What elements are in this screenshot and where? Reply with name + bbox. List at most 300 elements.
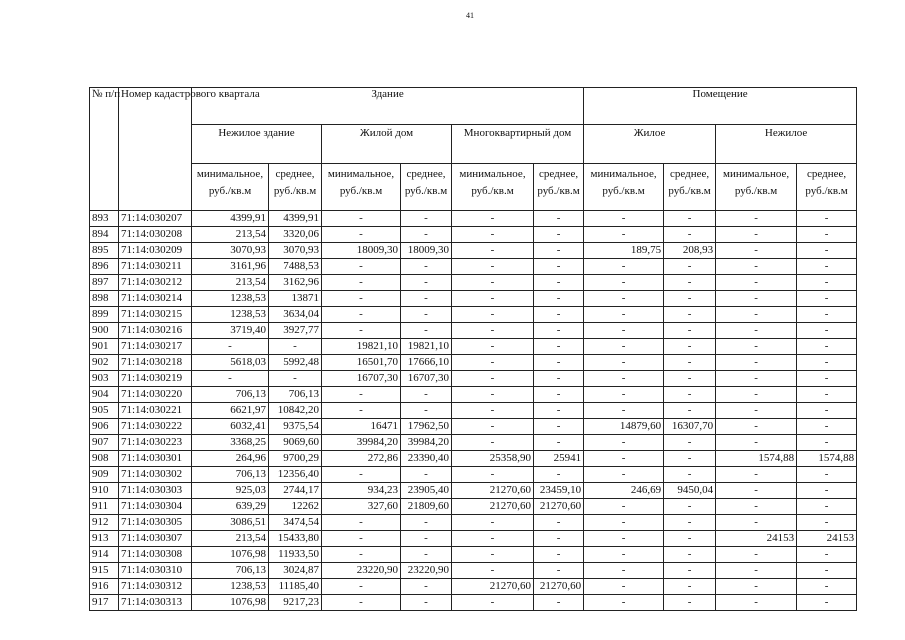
value-cell: 6032,41: [192, 419, 269, 435]
header-avg-value: среднее, руб./кв.м: [401, 164, 452, 211]
value-cell: -: [797, 595, 857, 611]
value-cell: -: [664, 579, 716, 595]
value-cell: -: [584, 339, 664, 355]
value-cell: -: [322, 275, 401, 291]
table-row: [90, 483, 857, 499]
row-number-cell: 909: [90, 467, 119, 483]
cadastral-number-cell: 71:14:030216: [119, 323, 192, 339]
table-row: [90, 227, 857, 243]
value-cell: -: [452, 531, 534, 547]
table-row: [90, 259, 857, 275]
value-cell: -: [534, 435, 584, 451]
value-cell: -: [322, 403, 401, 419]
value-cell: 21270,60: [534, 499, 584, 515]
value-cell: 18009,30: [401, 243, 452, 259]
value-cell: -: [534, 515, 584, 531]
table-row: [90, 435, 857, 451]
value-cell: -: [797, 419, 857, 435]
value-cell: -: [322, 227, 401, 243]
value-cell: -: [534, 563, 584, 579]
cadastral-number-cell: 71:14:030305: [119, 515, 192, 531]
value-cell: 3070,93: [269, 243, 322, 259]
value-cell: -: [452, 547, 534, 563]
cadastral-number-cell: 71:14:030209: [119, 243, 192, 259]
value-cell: -: [716, 371, 797, 387]
value-cell: 706,13: [192, 467, 269, 483]
value-cell: -: [534, 403, 584, 419]
row-number-cell: 907: [90, 435, 119, 451]
value-cell: -: [584, 387, 664, 403]
value-cell: -: [797, 211, 857, 227]
value-cell: -: [322, 323, 401, 339]
value-cell: 3927,77: [269, 323, 322, 339]
value-cell: 327,60: [322, 499, 401, 515]
value-cell: 272,86: [322, 451, 401, 467]
value-cell: -: [664, 515, 716, 531]
value-cell: 13871: [269, 291, 322, 307]
value-cell: -: [452, 259, 534, 275]
value-cell: -: [797, 339, 857, 355]
value-cell: -: [716, 275, 797, 291]
value-cell: -: [664, 291, 716, 307]
header-cadastral-block: Номер кадастрового квартала: [119, 88, 192, 211]
row-number-cell: 902: [90, 355, 119, 371]
value-cell: -: [584, 435, 664, 451]
header-avg-value: среднее, руб./кв.м: [664, 164, 716, 211]
table-row: [90, 403, 857, 419]
row-number-cell: 911: [90, 499, 119, 515]
value-cell: -: [716, 499, 797, 515]
table-row: [90, 467, 857, 483]
value-cell: -: [664, 435, 716, 451]
value-cell: -: [584, 499, 664, 515]
value-cell: -: [716, 243, 797, 259]
header-nonresidential-premises: Нежилое: [716, 125, 857, 164]
value-cell: 9217,23: [269, 595, 322, 611]
header-min-value: минимальное, руб./кв.м: [584, 164, 664, 211]
row-number-cell: 912: [90, 515, 119, 531]
value-cell: -: [716, 435, 797, 451]
value-cell: -: [584, 579, 664, 595]
value-cell: 3070,93: [192, 243, 269, 259]
row-number-cell: 900: [90, 323, 119, 339]
header-min-value: минимальное, руб./кв.м: [322, 164, 401, 211]
value-cell: -: [534, 259, 584, 275]
value-cell: -: [401, 467, 452, 483]
value-cell: -: [534, 275, 584, 291]
table-row: [90, 211, 857, 227]
value-cell: 706,13: [192, 563, 269, 579]
value-cell: 15433,80: [269, 531, 322, 547]
cadastral-number-cell: 71:14:030212: [119, 275, 192, 291]
value-cell: 213,54: [192, 275, 269, 291]
value-cell: 1574,88: [716, 451, 797, 467]
table-row: [90, 323, 857, 339]
value-cell: 24153: [797, 531, 857, 547]
cadastral-number-cell: 71:14:030303: [119, 483, 192, 499]
table-row: [90, 595, 857, 611]
cadastral-number-cell: 71:14:030214: [119, 291, 192, 307]
cadastral-number-cell: 71:14:030220: [119, 387, 192, 403]
value-cell: -: [716, 211, 797, 227]
value-cell: 934,23: [322, 483, 401, 499]
value-cell: 1076,98: [192, 595, 269, 611]
table-row: [90, 307, 857, 323]
value-cell: 23459,10: [534, 483, 584, 499]
value-cell: -: [716, 259, 797, 275]
table-row: [90, 419, 857, 435]
value-cell: 1238,53: [192, 307, 269, 323]
value-cell: -: [716, 323, 797, 339]
cadastral-number-cell: 71:14:030308: [119, 547, 192, 563]
value-cell: 639,29: [192, 499, 269, 515]
value-cell: -: [452, 563, 534, 579]
value-cell: 1238,53: [192, 579, 269, 595]
table-row: [90, 515, 857, 531]
value-cell: -: [401, 403, 452, 419]
value-cell: -: [584, 563, 664, 579]
value-cell: 16707,30: [401, 371, 452, 387]
value-cell: 21809,60: [401, 499, 452, 515]
value-cell: -: [797, 563, 857, 579]
value-cell: -: [584, 211, 664, 227]
value-cell: -: [584, 515, 664, 531]
value-cell: -: [452, 435, 534, 451]
value-cell: 4399,91: [269, 211, 322, 227]
table-row: [90, 371, 857, 387]
value-cell: -: [584, 291, 664, 307]
value-cell: -: [452, 307, 534, 323]
value-cell: -: [452, 211, 534, 227]
value-cell: -: [401, 227, 452, 243]
value-cell: -: [534, 323, 584, 339]
value-cell: -: [401, 291, 452, 307]
value-cell: -: [664, 387, 716, 403]
header-min-value: минимальное, руб./кв.м: [452, 164, 534, 211]
value-cell: 17666,10: [401, 355, 452, 371]
row-number-cell: 917: [90, 595, 119, 611]
value-cell: 925,03: [192, 483, 269, 499]
value-cell: 10842,20: [269, 403, 322, 419]
header-min-value: минимальное, руб./кв.м: [192, 164, 269, 211]
table-row: [90, 499, 857, 515]
value-cell: -: [452, 403, 534, 419]
value-cell: -: [584, 547, 664, 563]
value-cell: -: [797, 355, 857, 371]
value-cell: -: [664, 499, 716, 515]
value-cell: -: [797, 483, 857, 499]
value-cell: -: [716, 563, 797, 579]
row-number-cell: 903: [90, 371, 119, 387]
value-cell: -: [716, 595, 797, 611]
row-number-cell: 897: [90, 275, 119, 291]
cadastral-number-cell: 71:14:030221: [119, 403, 192, 419]
value-cell: -: [322, 531, 401, 547]
header-residential-house: Жилой дом: [322, 125, 452, 164]
value-cell: -: [664, 467, 716, 483]
cadastral-number-cell: 71:14:030312: [119, 579, 192, 595]
value-cell: -: [452, 323, 534, 339]
value-cell: -: [716, 339, 797, 355]
value-cell: -: [797, 243, 857, 259]
value-cell: -: [534, 307, 584, 323]
value-cell: -: [584, 531, 664, 547]
value-cell: 189,75: [584, 243, 664, 259]
value-cell: -: [797, 403, 857, 419]
row-number-cell: 898: [90, 291, 119, 307]
value-cell: 25941: [534, 451, 584, 467]
row-number-cell: 916: [90, 579, 119, 595]
value-cell: 246,69: [584, 483, 664, 499]
value-cell: 9375,54: [269, 419, 322, 435]
cadastral-number-cell: 71:14:030207: [119, 211, 192, 227]
value-cell: -: [534, 291, 584, 307]
value-cell: -: [401, 211, 452, 227]
value-cell: 17962,50: [401, 419, 452, 435]
value-cell: -: [452, 467, 534, 483]
value-cell: 14879,60: [584, 419, 664, 435]
value-cell: -: [584, 403, 664, 419]
value-cell: 16501,70: [322, 355, 401, 371]
value-cell: 213,54: [192, 531, 269, 547]
value-cell: 3162,96: [269, 275, 322, 291]
value-cell: 264,96: [192, 451, 269, 467]
value-cell: -: [534, 595, 584, 611]
value-cell: -: [534, 419, 584, 435]
value-cell: -: [664, 563, 716, 579]
value-cell: -: [664, 371, 716, 387]
row-number-cell: 901: [90, 339, 119, 355]
value-cell: -: [664, 339, 716, 355]
value-cell: -: [716, 467, 797, 483]
value-cell: -: [584, 259, 664, 275]
value-cell: -: [452, 387, 534, 403]
value-cell: 4399,91: [192, 211, 269, 227]
cadastral-number-cell: 71:14:030313: [119, 595, 192, 611]
value-cell: -: [716, 227, 797, 243]
value-cell: -: [664, 227, 716, 243]
row-number-cell: 893: [90, 211, 119, 227]
row-number-cell: 908: [90, 451, 119, 467]
cadastral-number-cell: 71:14:030223: [119, 435, 192, 451]
cadastral-number-cell: 71:14:030302: [119, 467, 192, 483]
value-cell: 18009,30: [322, 243, 401, 259]
value-cell: -: [401, 531, 452, 547]
value-cell: -: [269, 339, 322, 355]
value-cell: -: [401, 547, 452, 563]
value-cell: 11933,50: [269, 547, 322, 563]
cadastral-number-cell: 71:14:030215: [119, 307, 192, 323]
value-cell: -: [584, 451, 664, 467]
value-cell: 19821,10: [322, 339, 401, 355]
value-cell: -: [584, 371, 664, 387]
cadastral-value-table: [89, 87, 857, 611]
value-cell: 39984,20: [401, 435, 452, 451]
value-cell: 213,54: [192, 227, 269, 243]
value-cell: 9450,04: [664, 483, 716, 499]
cadastral-number-cell: 71:14:030307: [119, 531, 192, 547]
header-building: Здание: [192, 88, 584, 125]
table-row: [90, 563, 857, 579]
value-cell: -: [534, 243, 584, 259]
header-premises: Помещение: [584, 88, 857, 125]
value-cell: -: [452, 291, 534, 307]
value-cell: 5618,03: [192, 355, 269, 371]
value-cell: -: [322, 387, 401, 403]
value-cell: 21270,60: [452, 579, 534, 595]
value-cell: -: [322, 595, 401, 611]
value-cell: -: [797, 291, 857, 307]
header-avg-value: среднее, руб./кв.м: [269, 164, 322, 211]
value-cell: -: [797, 579, 857, 595]
value-cell: -: [534, 467, 584, 483]
header-min-value: минимальное, руб./кв.м: [716, 164, 797, 211]
value-cell: -: [401, 275, 452, 291]
value-cell: 12262: [269, 499, 322, 515]
value-cell: -: [192, 339, 269, 355]
value-cell: 23390,40: [401, 451, 452, 467]
table-row: [90, 275, 857, 291]
table-row: [90, 579, 857, 595]
cadastral-number-cell: 71:14:030217: [119, 339, 192, 355]
value-cell: -: [322, 547, 401, 563]
table-body: [90, 211, 857, 611]
header-residential-premises: Жилое: [584, 125, 716, 164]
row-number-cell: 915: [90, 563, 119, 579]
value-cell: -: [584, 275, 664, 291]
value-cell: 25358,90: [452, 451, 534, 467]
value-cell: -: [534, 211, 584, 227]
value-cell: -: [584, 307, 664, 323]
cadastral-number-cell: 71:14:030310: [119, 563, 192, 579]
value-cell: 6621,97: [192, 403, 269, 419]
value-cell: -: [664, 323, 716, 339]
value-cell: 3320,06: [269, 227, 322, 243]
table-row: [90, 531, 857, 547]
value-cell: -: [797, 435, 857, 451]
value-cell: -: [664, 595, 716, 611]
value-cell: 706,13: [192, 387, 269, 403]
value-cell: -: [664, 211, 716, 227]
header-number: № п/п: [90, 88, 119, 211]
value-cell: 23220,90: [401, 563, 452, 579]
row-number-cell: 914: [90, 547, 119, 563]
value-cell: -: [716, 403, 797, 419]
value-cell: -: [452, 243, 534, 259]
table-row: [90, 451, 857, 467]
value-cell: 16471: [322, 419, 401, 435]
cadastral-number-cell: 71:14:030301: [119, 451, 192, 467]
value-cell: -: [664, 307, 716, 323]
value-cell: 1076,98: [192, 547, 269, 563]
row-number-cell: 895: [90, 243, 119, 259]
value-cell: -: [584, 595, 664, 611]
value-cell: -: [322, 579, 401, 595]
value-cell: -: [322, 259, 401, 275]
value-cell: -: [584, 355, 664, 371]
value-cell: 16707,30: [322, 371, 401, 387]
value-cell: -: [664, 451, 716, 467]
value-cell: 21270,60: [452, 483, 534, 499]
value-cell: -: [664, 547, 716, 563]
value-cell: 7488,53: [269, 259, 322, 275]
value-cell: -: [269, 371, 322, 387]
value-cell: -: [401, 259, 452, 275]
value-cell: -: [716, 307, 797, 323]
table-row: [90, 243, 857, 259]
value-cell: -: [401, 579, 452, 595]
value-cell: -: [452, 371, 534, 387]
value-cell: -: [797, 547, 857, 563]
value-cell: 39984,20: [322, 435, 401, 451]
value-cell: 1574,88: [797, 451, 857, 467]
value-cell: -: [797, 227, 857, 243]
table-row: [90, 339, 857, 355]
value-cell: 3086,51: [192, 515, 269, 531]
value-cell: -: [664, 531, 716, 547]
value-cell: -: [664, 355, 716, 371]
value-cell: -: [716, 355, 797, 371]
value-cell: 2744,17: [269, 483, 322, 499]
value-cell: -: [401, 307, 452, 323]
value-cell: 11185,40: [269, 579, 322, 595]
value-cell: -: [534, 371, 584, 387]
value-cell: -: [797, 515, 857, 531]
header-apartment-building: Многоквартирный дом: [452, 125, 584, 164]
value-cell: -: [401, 323, 452, 339]
value-cell: -: [452, 227, 534, 243]
table-row: [90, 387, 857, 403]
row-number-cell: 905: [90, 403, 119, 419]
value-cell: 1238,53: [192, 291, 269, 307]
value-cell: -: [716, 547, 797, 563]
row-number-cell: 896: [90, 259, 119, 275]
cadastral-number-cell: 71:14:030222: [119, 419, 192, 435]
value-cell: -: [797, 387, 857, 403]
header-avg-value: среднее, руб./кв.м: [797, 164, 857, 211]
value-cell: -: [322, 467, 401, 483]
value-cell: -: [584, 467, 664, 483]
value-cell: -: [716, 419, 797, 435]
value-cell: -: [452, 419, 534, 435]
value-cell: -: [797, 259, 857, 275]
page-number: 41: [466, 11, 474, 20]
value-cell: 23905,40: [401, 483, 452, 499]
row-number-cell: 904: [90, 387, 119, 403]
value-cell: 3368,25: [192, 435, 269, 451]
value-cell: 19821,10: [401, 339, 452, 355]
value-cell: -: [452, 339, 534, 355]
value-cell: -: [452, 355, 534, 371]
value-cell: -: [452, 515, 534, 531]
value-cell: -: [664, 259, 716, 275]
value-cell: -: [797, 499, 857, 515]
value-cell: -: [534, 339, 584, 355]
table-row: [90, 291, 857, 307]
value-cell: -: [534, 355, 584, 371]
value-cell: -: [452, 595, 534, 611]
value-cell: -: [534, 547, 584, 563]
value-cell: -: [716, 579, 797, 595]
value-cell: -: [322, 291, 401, 307]
cadastral-number-cell: 71:14:030211: [119, 259, 192, 275]
value-cell: -: [452, 275, 534, 291]
value-cell: -: [797, 323, 857, 339]
value-cell: 3634,04: [269, 307, 322, 323]
cadastral-number-cell: 71:14:030218: [119, 355, 192, 371]
header-nonresidential-building: Нежилое здание: [192, 125, 322, 164]
cadastral-number-cell: 71:14:030304: [119, 499, 192, 515]
